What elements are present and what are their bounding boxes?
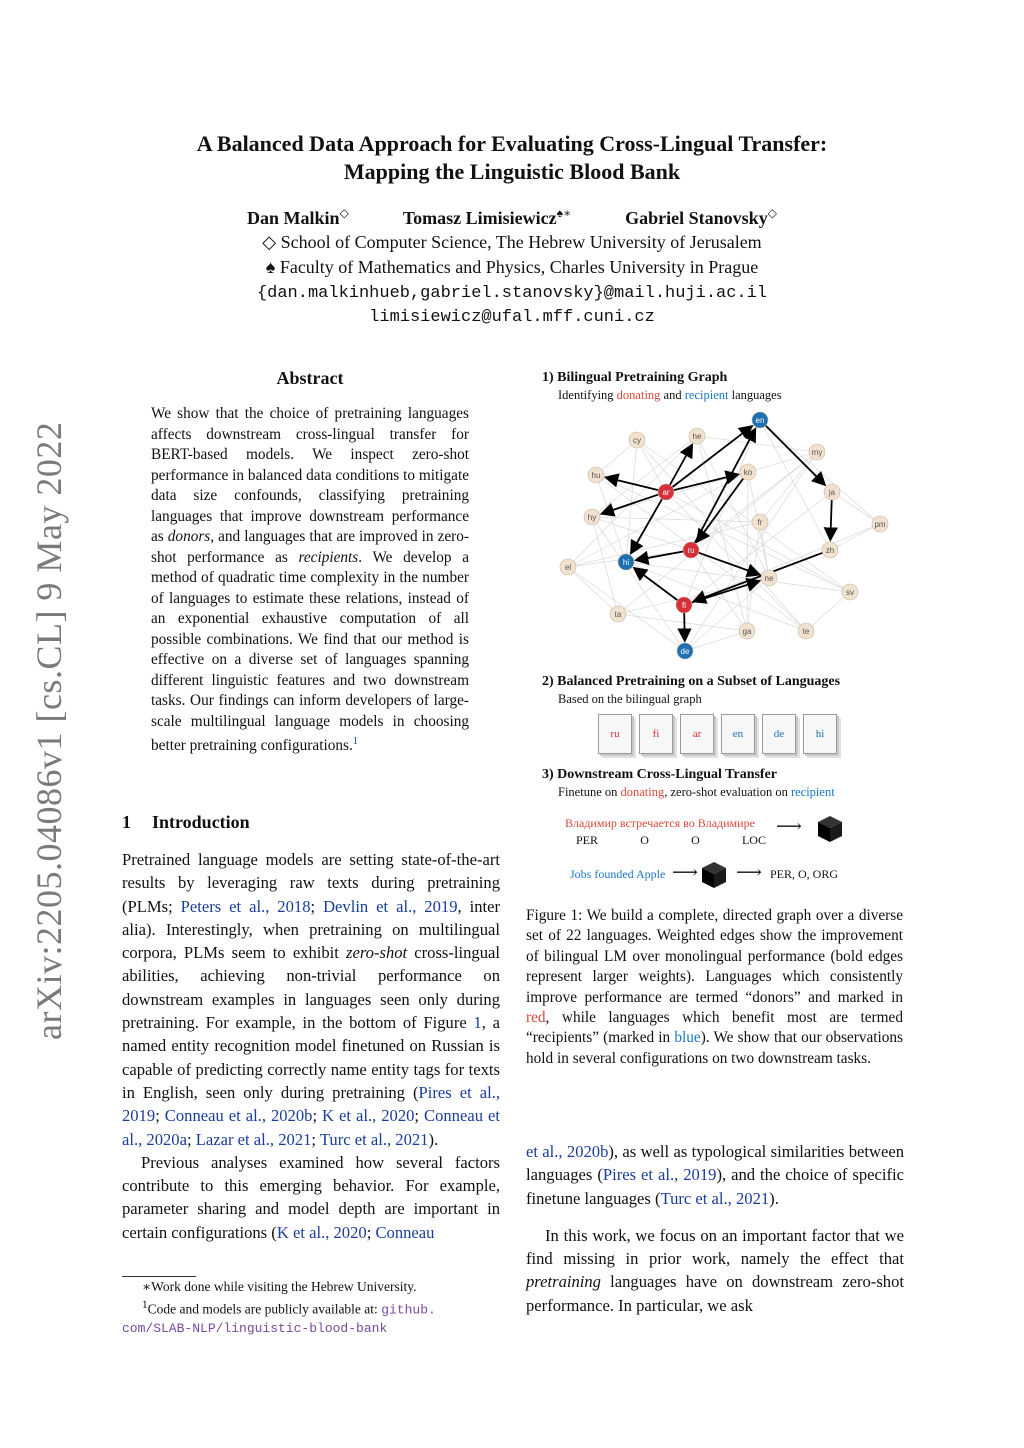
graph-node-de — [677, 643, 693, 659]
svg-text:fi: fi — [682, 601, 686, 610]
svg-text:sv: sv — [846, 588, 854, 597]
figure-step-2-title: 2) Balanced Pretraining on a Subset of Languages — [542, 674, 841, 689]
figure-step-3-subtitle: Finetune on donating, zero-shot evaluation on recipient — [558, 785, 835, 799]
citation-link[interactable]: K et al., 2020 — [322, 1106, 415, 1126]
graph-edge-strong — [636, 551, 683, 560]
graph-node-ar — [658, 484, 674, 500]
figure-1 — [540, 370, 910, 882]
svg-text:ga: ga — [742, 627, 752, 636]
graph-node-ga — [739, 623, 755, 639]
intro-column-left — [122, 848, 500, 1244]
graph-node-he — [689, 428, 705, 444]
arxiv-stamp: arXiv:2205.04086v1 [cs.CL] 9 May 2022 — [29, 421, 69, 1040]
graph-edge-strong — [601, 495, 658, 514]
language-books — [598, 712, 898, 758]
citation-link[interactable]: Devlin et al., 2019 — [323, 896, 458, 916]
russian-sentence: Владимир встречается во Владимире — [565, 816, 755, 830]
citation-link[interactable]: Turc et al., 2021 — [660, 1188, 770, 1208]
svg-text:ru: ru — [687, 546, 695, 555]
graph-edge-strong — [699, 553, 760, 575]
arrow-icon: ⟶ — [672, 862, 698, 882]
citation-link[interactable]: Conneau et al., 2020a — [122, 1106, 500, 1149]
author-name: Dan Malkin — [247, 208, 340, 228]
svg-text:zh: zh — [825, 546, 835, 555]
graph-edge-strong — [631, 499, 662, 553]
english-sentence: Jobs founded Apple — [570, 867, 666, 881]
graph-edge — [596, 475, 850, 592]
graph-edge — [685, 631, 747, 651]
graph-node-te — [798, 623, 814, 639]
language-book-en: en — [721, 714, 755, 754]
graph-edge-strong — [830, 500, 831, 540]
author-mark: ♠∗ — [556, 206, 572, 220]
graph-edge — [697, 436, 747, 631]
graph-node-ko — [740, 464, 756, 480]
graph-node-hy — [584, 509, 600, 525]
author-mark: ◇ — [339, 206, 349, 220]
footnote-rule — [122, 1276, 196, 1277]
graph-edge — [747, 472, 748, 631]
graph-edge — [618, 614, 747, 631]
footnote-1: $^1$Code and models are publicly available at: github. — [142, 1299, 436, 1318]
citation-link[interactable]: Lazar et al., 2021 — [195, 1129, 312, 1149]
graph-edge — [568, 436, 697, 567]
svg-text:te: te — [802, 627, 810, 636]
graph-edge — [637, 440, 806, 631]
footnote-ref[interactable]: 1 — [352, 736, 358, 747]
footnote-star: ∗Work done while visiting the Hebrew University. — [142, 1279, 417, 1294]
graph-edge-strong — [684, 613, 685, 641]
code-link[interactable]: github. — [381, 1302, 436, 1318]
graph-edge-strong — [693, 553, 822, 602]
author-name: Tomasz Limisiewicz — [402, 208, 557, 228]
figure-step-2-subtitle: Based on the bilingual graph — [558, 692, 702, 706]
citation-link[interactable]: Conneau et al., 2020b — [164, 1106, 313, 1126]
graph-edge — [684, 492, 835, 605]
intro-column-right — [526, 1140, 904, 1317]
graph-edge — [684, 420, 760, 605]
figure-ref-link[interactable]: 1 — [473, 1013, 482, 1033]
svg-text:pm: pm — [874, 520, 886, 529]
citation-link[interactable]: et al., 2020b — [526, 1142, 609, 1161]
graph-edge — [832, 492, 880, 524]
graph-node-en — [752, 412, 768, 428]
graph-edge — [592, 517, 685, 651]
graph-edge — [626, 562, 806, 631]
code-link-cont[interactable]: com/SLAB-NLP/linguistic-blood-bank — [122, 1320, 388, 1336]
svg-text:ne: ne — [764, 574, 774, 583]
abstract-body: We show that the choice of pretraining languages affects downstream cross-lingual transfer for BERT-based models. We inspect zero-shot performance in balanced data conditions to mitigate data size confounds, classifying pretraining languages that improve downstream performance as donors, and languages that are improved in zero-shot performance as recipients. We develop a method of quadratic time complexity in the number of languages to estimate these relations, instead of an exponential exhaustive computation of all possible combinations. We find that our method is effective on a diverse set of languages spanning different linguistic features and two downstream tasks. Our findings can inform developers of large-scale multilingual language models in choosing better pretraining configurations.$^1$ — [151, 405, 469, 755]
graph-node-ru — [683, 542, 699, 558]
intro-paragraph-2: Previous analyses examined how several factors contribute to this emerging behavior. For example, parameter sharing and model depth are important in certain configurations (K et al., 2020; Conneau — [122, 1152, 500, 1242]
graph-node-pm — [872, 516, 888, 532]
arrow-icon: ⟶ — [776, 816, 802, 836]
graph-edge-strong — [670, 445, 692, 485]
author-mark: ◇ — [767, 206, 777, 220]
svg-text:fr: fr — [757, 518, 763, 527]
paper-title — [0, 130, 1024, 186]
graph-node-ne — [761, 570, 777, 586]
language-book-ar: ar — [680, 714, 714, 754]
svg-text:de: de — [680, 647, 690, 656]
svg-text:my: my — [811, 448, 823, 457]
svg-text:ta: ta — [614, 610, 622, 619]
citation-link[interactable]: Pires et al., 2019 — [122, 1082, 500, 1126]
svg-text:ar: ar — [662, 488, 670, 497]
graph-edge — [748, 452, 817, 472]
graph-edge — [568, 567, 685, 651]
language-book-hi: hi — [803, 714, 837, 754]
graph-edge — [637, 440, 666, 492]
email-1: {dan.malkinhueb,gabriel.stanovsky}@mail.huji.ac.il — [256, 284, 768, 303]
graph-edge — [830, 524, 880, 550]
title-line-2: Mapping the Linguistic Blood Bank — [343, 159, 681, 184]
recipients-term: recipients — [298, 548, 359, 566]
svg-text:hu: hu — [591, 471, 601, 480]
svg-text:hy: hy — [587, 513, 597, 522]
svg-text:cy: cy — [633, 436, 641, 445]
graph-node-ta — [610, 606, 626, 622]
abstract-heading: Abstract — [276, 368, 344, 388]
graph-edge — [760, 452, 817, 522]
figure-step-1-subtitle: Identifying donating and recipient languages — [558, 388, 782, 402]
citation-link[interactable]: Turc et al., 2021 — [319, 1129, 429, 1149]
svg-text:hi: hi — [622, 558, 630, 567]
footnotes — [122, 1278, 502, 1338]
graph-node-ja — [824, 484, 840, 500]
section-heading-intro: 1 Introduction — [122, 812, 250, 832]
graph-node-zh — [822, 542, 838, 558]
affiliation-2: ♠ Faculty of Mathematics and Physics, Charles University in Prague — [265, 257, 759, 277]
citation-link[interactable]: Pires et al., 2019 — [602, 1165, 717, 1185]
svg-text:en: en — [755, 416, 765, 425]
graph-node-cy — [629, 432, 645, 448]
svg-text:el: el — [564, 563, 572, 572]
model-cube-icon — [700, 860, 728, 890]
title-line-1: A Balanced Data Approach for Evaluating Cross-Lingual Transfer: — [196, 131, 828, 156]
graph-node-fr — [752, 514, 768, 530]
author-list — [0, 206, 1024, 229]
arrow-icon: ⟶ — [736, 862, 762, 882]
intro-paragraph-1: Pretrained language models are setting state-of-the-art results by leveraging raw texts during pretraining (PLMs; Peters et al., 2018; Devlin et al., 2019, inter alia). Interestingly, when pretraining on multilingual corpora, PLMs seem to exhibit zero-shot cross-lingual abilities, achieving non-trivial performance on downstream examples in languages seen only during pretraining. For example, in the bottom of Figure 1, a named entity recognition model finetuned on Russian is capable of predicting correctly name entity tags for texts in English, seen only during pretraining (Pires et al., 2019; Conneau et al., 2020b; K et al., 2020; Conneau et al., 2020a; Lazar et al., 2021; Turc et al., 2021). — [122, 850, 501, 1149]
intro-paragraph-2-cont: et al., 2020b), as well as typological similarities between languages (Pires et al., 2019), and the choice of specific finetune languages (Turc et al., 2021). — [526, 1142, 904, 1208]
figure-step-1-title: 1) Bilingual Pretraining Graph — [542, 370, 728, 385]
graph-edge — [592, 517, 760, 522]
citation-link[interactable]: Conneau — [375, 1222, 435, 1242]
citation-link[interactable]: Peters et al., 2018 — [180, 896, 311, 916]
graph-edge — [568, 522, 760, 567]
graph-node-el — [560, 559, 576, 575]
language-book-ru: ru — [598, 714, 632, 754]
russian-tags: PER O O LOC — [576, 833, 766, 847]
graph-edge — [760, 420, 880, 524]
svg-text:ja: ja — [828, 488, 836, 497]
graph-node-sv — [842, 584, 858, 600]
language-graph — [540, 400, 910, 670]
graph-node-hu — [588, 467, 604, 483]
intro-paragraph-3: In this work, we focus on an important factor that we find missing in prior work, namely the effect that pretraining languages have on downstream zero-shot performance. In particular, we ask — [526, 1225, 904, 1315]
graph-edge — [806, 592, 850, 631]
model-cube-icon — [816, 814, 844, 844]
author-name: Gabriel Stanovsky — [625, 208, 768, 228]
graph-edge — [592, 517, 618, 614]
affiliation-1: ◇ School of Computer Science, The Hebrew University of Jerusalem — [262, 232, 762, 252]
language-book-de: de — [762, 714, 796, 754]
svg-text:ko: ko — [743, 468, 753, 477]
citation-link[interactable]: K et al., 2020 — [276, 1222, 367, 1242]
svg-text:he: he — [692, 432, 702, 441]
graph-node-my — [809, 444, 825, 460]
graph-edge — [568, 567, 618, 614]
english-tags: PER, O, ORG — [770, 867, 839, 881]
graph-node-hi — [618, 554, 634, 570]
figure-step-3-title: 3) Downstream Cross-Lingual Transfer — [542, 767, 778, 782]
graph-node-fi — [676, 597, 692, 613]
donors-term: donors — [167, 528, 211, 545]
graph-edge — [697, 436, 817, 452]
figure-caption: Figure 1: We build a complete, directed graph over a diverse set of 22 languages. Weighted edges show the improvement of bilingual LM over monolingual performance (bold edges represent larger weights). Languages which consistently improve performance are termed “donors” and marked in red, while languages which benefit most are termed “recipients” (marked in blue). We show that our observations hold in several configurations on two downstream tasks. — [526, 907, 904, 1067]
language-book-fi: fi — [639, 714, 673, 754]
email-2: limisiewicz@ufal.mff.cuni.cz — [369, 308, 655, 327]
